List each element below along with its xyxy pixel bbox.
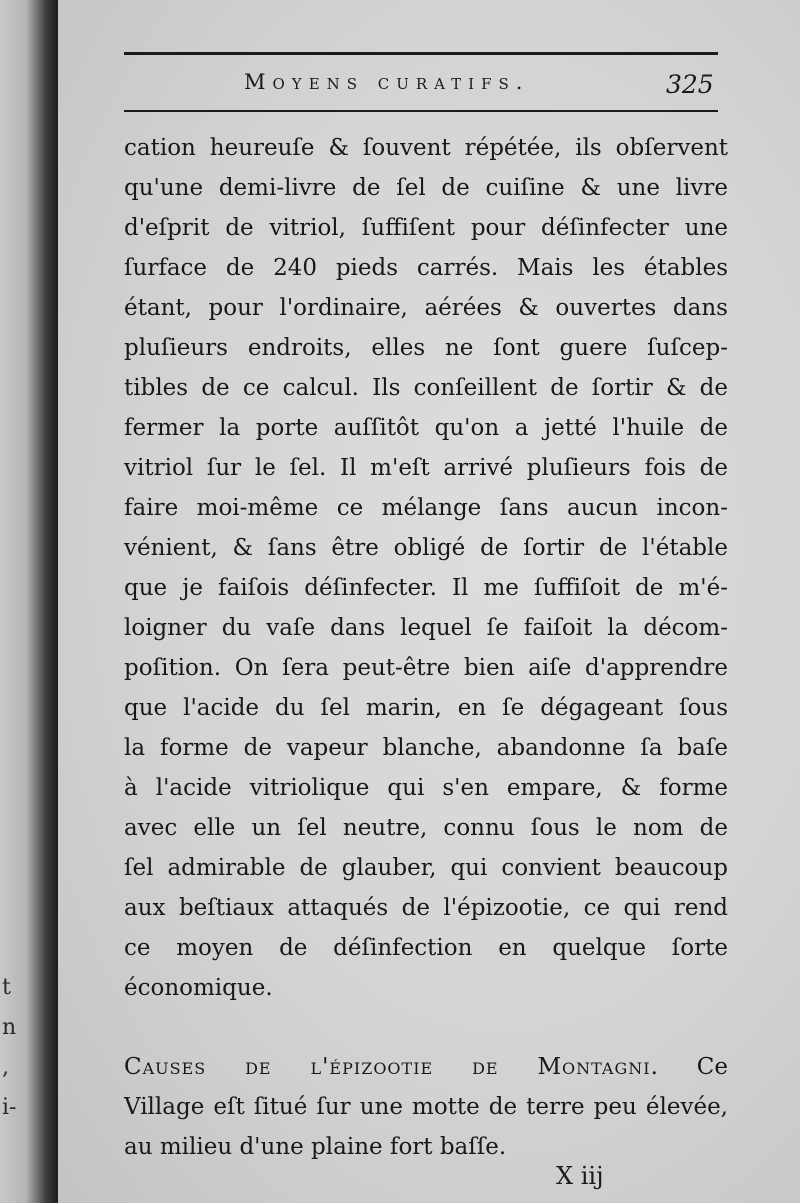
left-page-fragments <box>0 968 30 1128</box>
text-line: cation heureuſe & ſouvent répétée, ils obſervent <box>124 135 728 161</box>
text-line: que je faiſois déſinfecter. Il me ſuffiſoit de m'é- <box>124 575 728 601</box>
signature-mark: X iij <box>556 1162 604 1190</box>
text-line: fermer la porte auſſitôt qu'on a jetté l'huile de <box>124 415 728 441</box>
page-number: 325 <box>666 70 714 99</box>
text-line-last: économique. <box>124 975 273 1001</box>
text-line: aux beſtiaux attaqués de l'épizootie, ce qui rend <box>124 895 728 921</box>
text-line: pluſieurs endroits, elles ne ſont guere ſuſcep- <box>124 335 728 361</box>
text-line: qu'une demi-livre de ſel de cuiſine & une livre <box>124 175 728 201</box>
text-line: d'eſprit de vitriol, ſuffiſent pour déſinfecter une <box>124 215 728 241</box>
book-page <box>58 0 800 1203</box>
text-line: vénient, & ſans être obligé de ſortir de l'étable <box>124 535 728 561</box>
section-line-last: au milieu d'une plaine fort baſſe. <box>124 1134 507 1160</box>
left-page-edge <box>0 0 58 1203</box>
text-line: ſel admirable de glauber, qui convient beaucoup <box>124 855 728 881</box>
left-fragment: , <box>2 1055 9 1080</box>
text-line: avec elle un ſel neutre, connu ſous le nom de <box>124 815 728 841</box>
left-fragment: n <box>2 1015 17 1040</box>
text-line: la forme de vapeur blanche, abandonne ſa baſe <box>124 735 728 761</box>
text-line: tibles de ce calcul. Ils conſeillent de ſortir & de <box>124 375 728 401</box>
text-line: que l'acide du ſel marin, en ſe dégageant ſous <box>124 695 728 721</box>
text-line: faire moi-même ce mélange ſans aucun incon- <box>124 495 728 521</box>
section-heading: Causes de l'épizootie de Montagni. <box>124 1054 659 1080</box>
text-line: étant, pour l'ordinaire, aérées & ouvertes dans <box>124 295 728 321</box>
body-text <box>124 128 728 1008</box>
left-fragment: t <box>2 975 11 1000</box>
section-first-line <box>124 1047 728 1087</box>
left-fragment: i- <box>2 1095 17 1120</box>
text-line: ſurface de 240 pieds carrés. Mais les étables <box>124 255 728 281</box>
text-line: ce moyen de déſinfection en quelque ſorte <box>124 935 728 961</box>
text-line: loigner du vaſe dans lequel ſe faiſoit la décom- <box>124 615 728 641</box>
section-causes <box>124 1047 728 1167</box>
running-title: Moyens curatifs. <box>244 70 530 94</box>
text-line: poſition. On ſera peut-être bien aiſe d'apprendre <box>124 655 728 681</box>
section-line: Village eſt ſitué ſur une motte de terre peu élevée, <box>124 1094 728 1120</box>
section-heading-tail: Ce <box>696 1054 728 1080</box>
header-rule-bottom <box>124 110 718 112</box>
text-line: vitriol ſur le ſel. Il m'eſt arrivé pluſieurs fois de <box>124 455 728 481</box>
header-rule-top <box>124 52 718 55</box>
text-line: à l'acide vitriolique qui s'en empare, & forme <box>124 775 728 801</box>
